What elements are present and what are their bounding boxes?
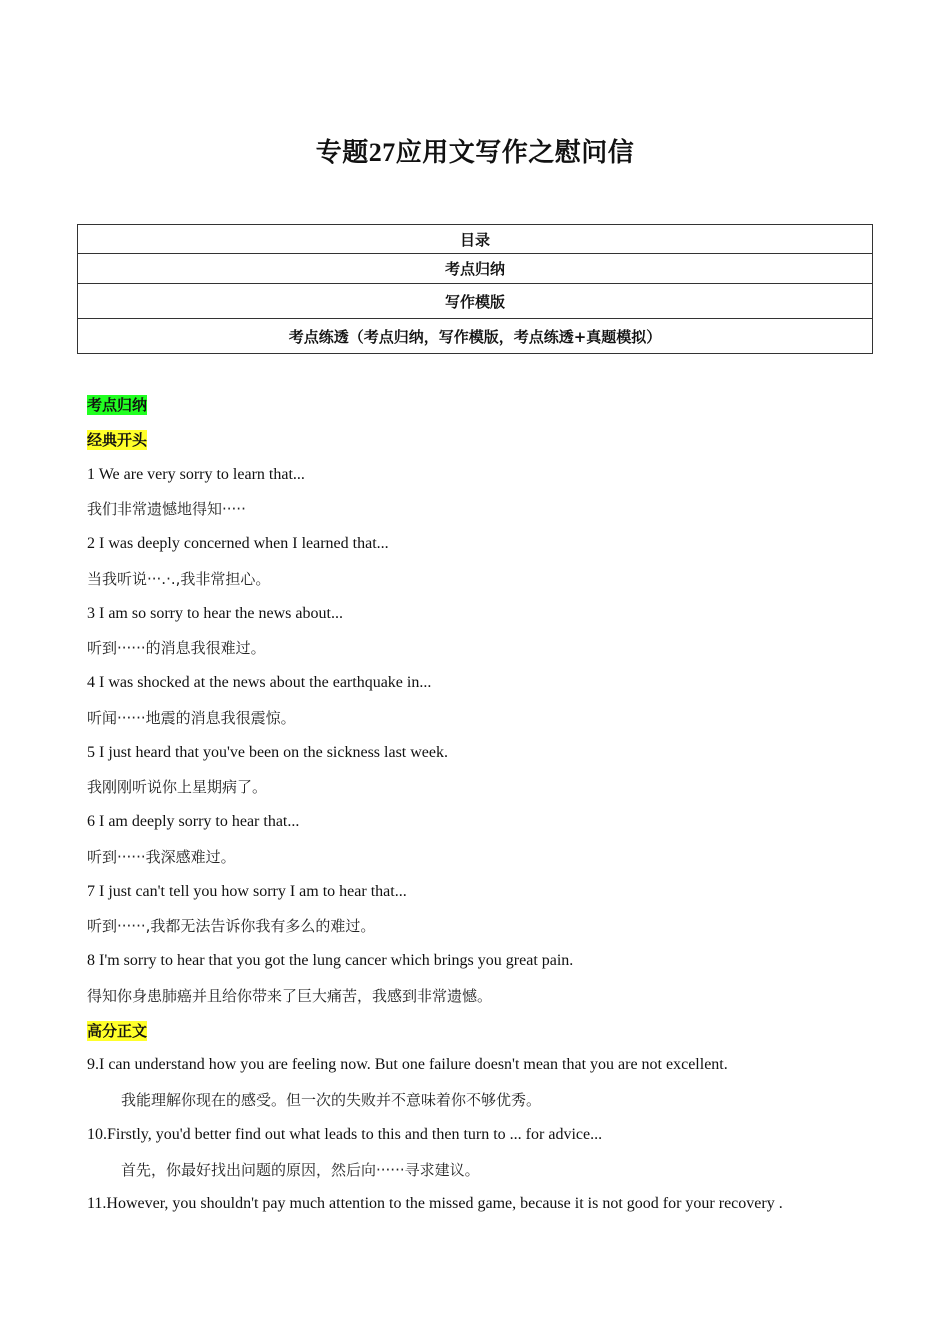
phrase-en: 3 I am so sorry to hear the news about...	[87, 604, 343, 622]
toc-item: 考点归纳	[78, 254, 873, 284]
phrase-zh: 听到······,我都无法告诉你我有多么的难过。	[87, 917, 376, 936]
toc-heading: 目录	[78, 225, 873, 254]
section-label: 考点归纳	[87, 396, 148, 414]
phrase-zh: 当我听说···.·.,我非常担心。	[87, 569, 271, 588]
phrase-en: 10.Firstly, you'd better find out what leads to this and then turn to ... for advice...	[87, 1125, 603, 1143]
phrase-zh: 得知你身患肺癌并且给你带来了巨大痛苦，我感到非常遗憾。	[87, 986, 493, 1005]
body-label: 高分正文	[87, 1021, 148, 1040]
phrase-zh: 我刚刚听说你上星期病了。	[87, 778, 268, 797]
phrase-zh: 听到······的消息我很难过。	[87, 639, 266, 658]
phrase-zh: 我能理解你现在的感受。但一次的失败并不意味着你不够优秀。	[121, 1091, 542, 1109]
phrase-en: 5 I just heard that you've been on the sickness last week.	[87, 743, 449, 761]
section-label-row	[87, 388, 917, 423]
phrase-en: 6 I am deeply sorry to hear that...	[87, 813, 300, 830]
phrase-zh: 听到······我深感难过。	[87, 847, 236, 866]
phrase-en: 9.I can understand how you are feeling now. But one failure doesn't mean that you are not excellent.	[87, 1056, 728, 1074]
phrase-en: 4 I was shocked at the news about the earthquake in...	[87, 674, 432, 691]
phrase-en: 8 I'm sorry to hear that you got the lung cancer which brings you great pain.	[87, 952, 574, 969]
opening-label-row	[87, 423, 917, 458]
table-of-contents	[77, 224, 873, 354]
page-title: 专题27应用文写作之慰问信	[315, 138, 635, 167]
toc-item: 考点练透（考点归纳，写作模版，考点练透+真题模拟）	[78, 319, 873, 354]
phrase-en: 7 I just can't tell you how sorry I am to hear that...	[87, 882, 407, 900]
phrase-zh: 首先，你最好找出问题的原因，然后向······寻求建议。	[121, 1160, 480, 1179]
opening-label: 经典开头	[87, 430, 148, 449]
phrase-en: 2 I was deeply concerned when I learned that...	[87, 535, 389, 552]
phrase-en: 1 We are very sorry to learn that...	[87, 465, 305, 483]
phrase-zh: 听闻······地震的消息我很震惊。	[87, 708, 296, 727]
toc-item: 写作模版	[78, 284, 873, 319]
document-body	[87, 388, 917, 1222]
phrase-en: 11.However, you shouldn't pay much attention to the missed game, because it is not good for your recovery .	[87, 1195, 783, 1213]
phrase-zh: 我们非常遗憾地得知·····	[87, 500, 246, 519]
body-label-row	[87, 1014, 917, 1049]
